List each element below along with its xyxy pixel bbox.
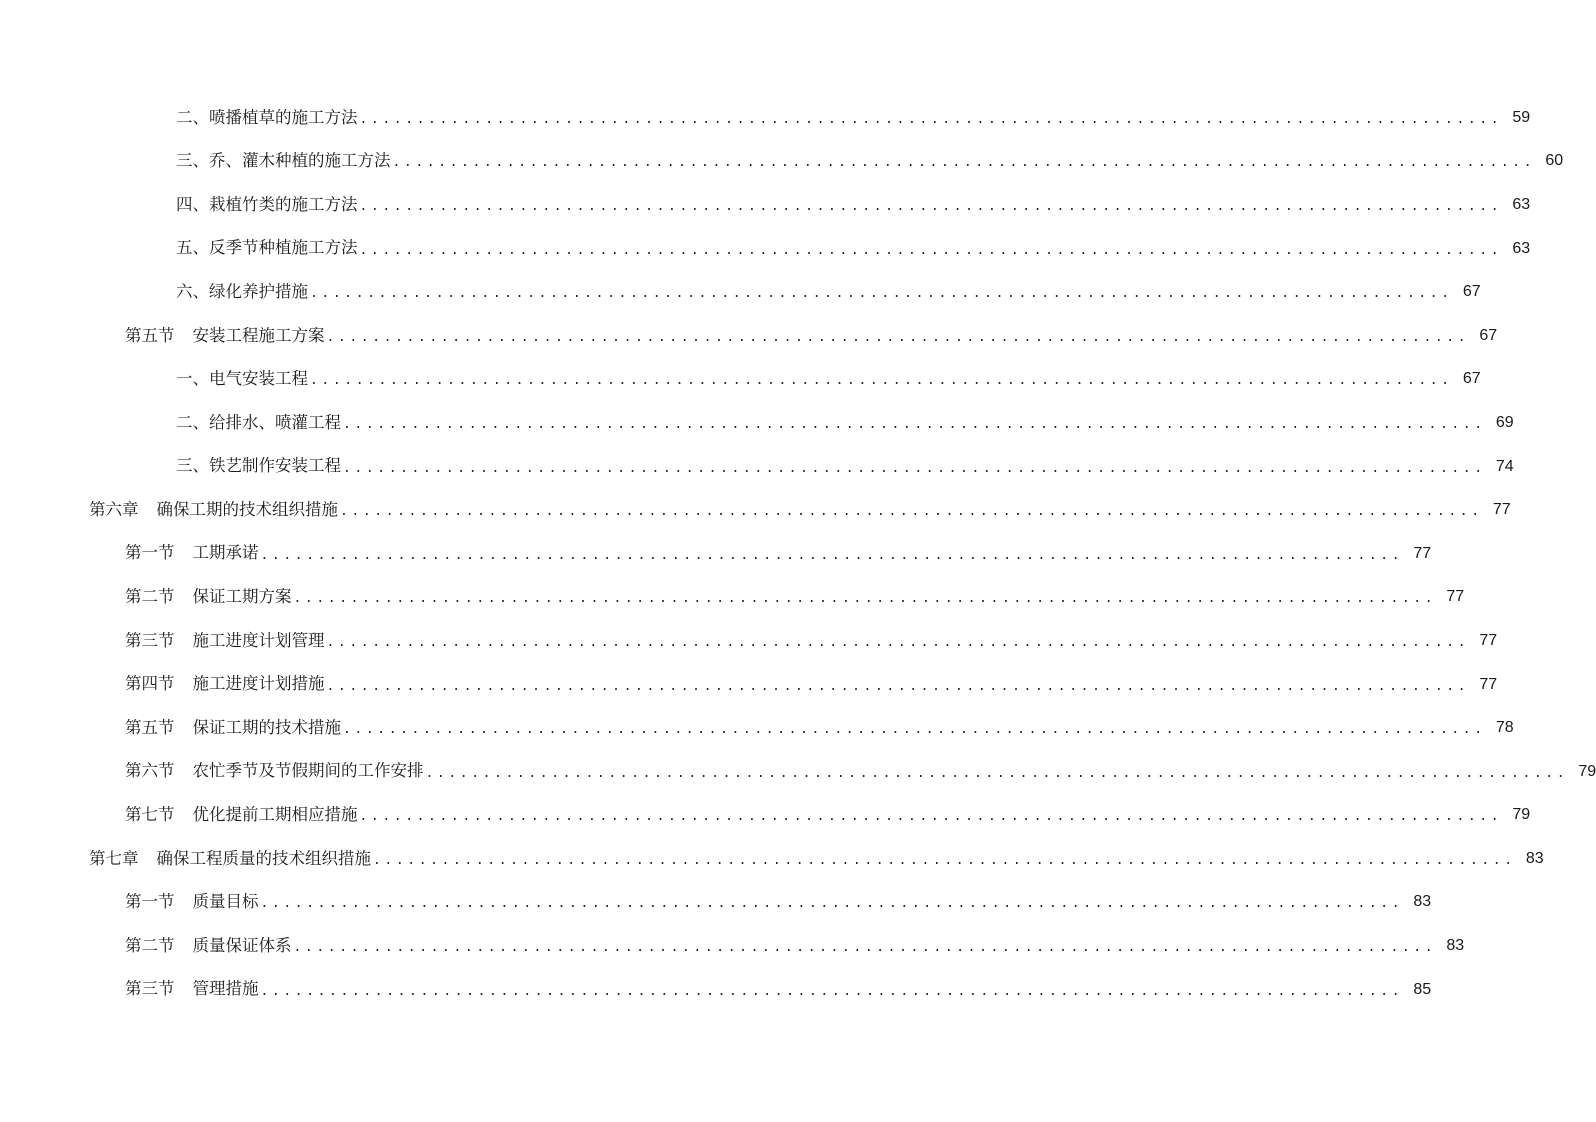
toc-section-number: 第一节 [125, 543, 175, 563]
toc-leader-dots: .................................................................................................... [310, 286, 1453, 302]
toc-entry-title: 保证工期方案 [192, 587, 292, 607]
toc-entry-section[interactable] [0, 750, 1596, 794]
toc-entry-title: 优化提前工期相应措施 [192, 805, 358, 825]
toc-entry-section[interactable] [0, 532, 1432, 576]
toc-chapter-number: 第七章 [89, 848, 139, 868]
toc-section-number: 第五节 [125, 325, 175, 345]
toc-entry[interactable] [0, 183, 1531, 227]
toc-section-number: 第四节 [125, 674, 175, 694]
toc-section-number: 第三节 [125, 979, 175, 999]
toc-page-number: 67 [1462, 283, 1481, 301]
toc-entry-chapter[interactable] [0, 488, 1511, 532]
toc-page-number: 63 [1512, 195, 1531, 213]
toc-entry-title: 三、乔、灌木种植的施工方法 [176, 151, 391, 171]
toc-entry[interactable] [0, 140, 1564, 184]
toc-page-number: 83 [1446, 937, 1465, 955]
toc-section-number: 第六节 [125, 761, 175, 781]
toc-page-number: 77 [1446, 588, 1465, 606]
toc-entry[interactable] [0, 401, 1514, 445]
toc-entry-title: 保证工期的技术措施 [192, 717, 341, 737]
toc-page-number: 77 [1413, 544, 1432, 562]
toc-entry-title: 四、栽植竹类的施工方法 [176, 194, 358, 214]
toc-entry[interactable] [0, 96, 1531, 140]
toc-entry-section[interactable] [0, 314, 1498, 358]
toc-entry-title: 质量保证体系 [192, 935, 292, 955]
toc-leader-dots: .................................................................................................... [310, 373, 1453, 389]
toc-entry[interactable] [0, 358, 1481, 402]
toc-section-number: 第五节 [125, 717, 175, 737]
toc-page-number: 83 [1525, 849, 1544, 867]
toc-page-number: 83 [1413, 893, 1432, 911]
toc-entry-section[interactable] [0, 576, 1465, 620]
toc-entry-section[interactable] [0, 881, 1432, 925]
toc-entry-title: 施工进度计划措施 [192, 674, 325, 694]
toc-entry-title: 安装工程施工方案 [192, 325, 325, 345]
toc-page-number: 59 [1512, 108, 1531, 126]
toc-leader-dots: .................................................................................................... [359, 111, 1503, 127]
toc-entry-section[interactable] [0, 924, 1465, 968]
toc-page-number: 67 [1462, 370, 1481, 388]
toc-entry-title: 确保工程质量的技术组织措施 [156, 848, 371, 868]
toc-section-number: 第二节 [125, 935, 175, 955]
toc-leader-dots: .................................................................................................... [359, 809, 1503, 825]
toc-entry-title: 二、喷播植草的施工方法 [176, 107, 358, 127]
toc-section-number: 第二节 [125, 587, 175, 607]
toc-leader-dots: .................................................................................................... [326, 329, 1470, 345]
toc-entry[interactable] [0, 445, 1514, 489]
toc-entry-title: 农忙季节及节假期间的工作安排 [192, 761, 424, 781]
toc-chapter-number: 第六章 [89, 499, 139, 519]
toc-entry-chapter[interactable] [0, 837, 1544, 881]
toc-leader-dots: .................................................................................................... [260, 547, 1404, 563]
toc-leader-dots: .................................................................................................... [340, 504, 1483, 520]
toc-section-number: 第三节 [125, 630, 175, 650]
toc-leader-dots: .................................................................................................... [373, 852, 1516, 868]
toc-entry-section[interactable] [0, 619, 1498, 663]
toc-leader-dots: .................................................................................................... [343, 416, 1486, 432]
toc-leader-dots: .................................................................................................... [425, 765, 1569, 781]
toc-page-number: 85 [1413, 980, 1432, 998]
toc-entry-title: 一、电气安装工程 [176, 369, 308, 389]
toc-section-number: 第七节 [125, 805, 175, 825]
toc-page-number: 79 [1512, 806, 1531, 824]
toc-leader-dots: .................................................................................................... [293, 591, 1437, 607]
toc-leader-dots: .................................................................................................... [359, 242, 1503, 258]
toc-leader-dots: .................................................................................................... [359, 198, 1503, 214]
toc-page-number: 63 [1512, 239, 1531, 257]
toc-leader-dots: .................................................................................................... [260, 896, 1404, 912]
toc-page-number: 74 [1495, 457, 1514, 475]
toc-entry-title: 工期承诺 [192, 543, 259, 563]
table-of-contents [0, 96, 1596, 1011]
toc-leader-dots: .................................................................................................... [343, 460, 1486, 476]
toc-leader-dots: .................................................................................................... [326, 678, 1470, 694]
toc-page-number: 67 [1479, 326, 1498, 344]
toc-leader-dots: .................................................................................................... [260, 983, 1404, 999]
toc-entry-section[interactable] [0, 663, 1498, 707]
toc-page-number: 78 [1495, 719, 1514, 737]
toc-page-number: 77 [1479, 675, 1498, 693]
toc-entry-title: 二、给排水、喷灌工程 [176, 412, 341, 432]
toc-entry-section[interactable] [0, 794, 1531, 838]
toc-leader-dots: .................................................................................................... [392, 155, 1536, 171]
toc-entry-title: 管理措施 [192, 979, 259, 999]
toc-page-number: 79 [1578, 762, 1596, 780]
toc-leader-dots: .................................................................................................... [326, 634, 1470, 650]
toc-page-number: 69 [1495, 413, 1514, 431]
toc-entry-section[interactable] [0, 968, 1432, 1012]
toc-entry-title: 确保工期的技术组织措施 [156, 499, 338, 519]
toc-page-number: 77 [1492, 501, 1511, 519]
toc-entry[interactable] [0, 270, 1481, 314]
toc-page-number: 77 [1479, 631, 1498, 649]
toc-entry-title: 质量目标 [192, 892, 259, 912]
toc-entry-title: 三、铁艺制作安装工程 [176, 456, 341, 476]
toc-entry[interactable] [0, 227, 1531, 271]
toc-entry-title: 施工进度计划管理 [192, 630, 325, 650]
toc-leader-dots: .................................................................................................... [343, 722, 1486, 738]
toc-leader-dots: .................................................................................................... [293, 940, 1437, 956]
toc-entry-section[interactable] [0, 706, 1514, 750]
toc-section-number: 第一节 [125, 892, 175, 912]
toc-entry-title: 六、绿化养护措施 [176, 281, 308, 301]
toc-entry-title: 五、反季节种植施工方法 [176, 238, 358, 258]
toc-page-number: 60 [1545, 152, 1564, 170]
